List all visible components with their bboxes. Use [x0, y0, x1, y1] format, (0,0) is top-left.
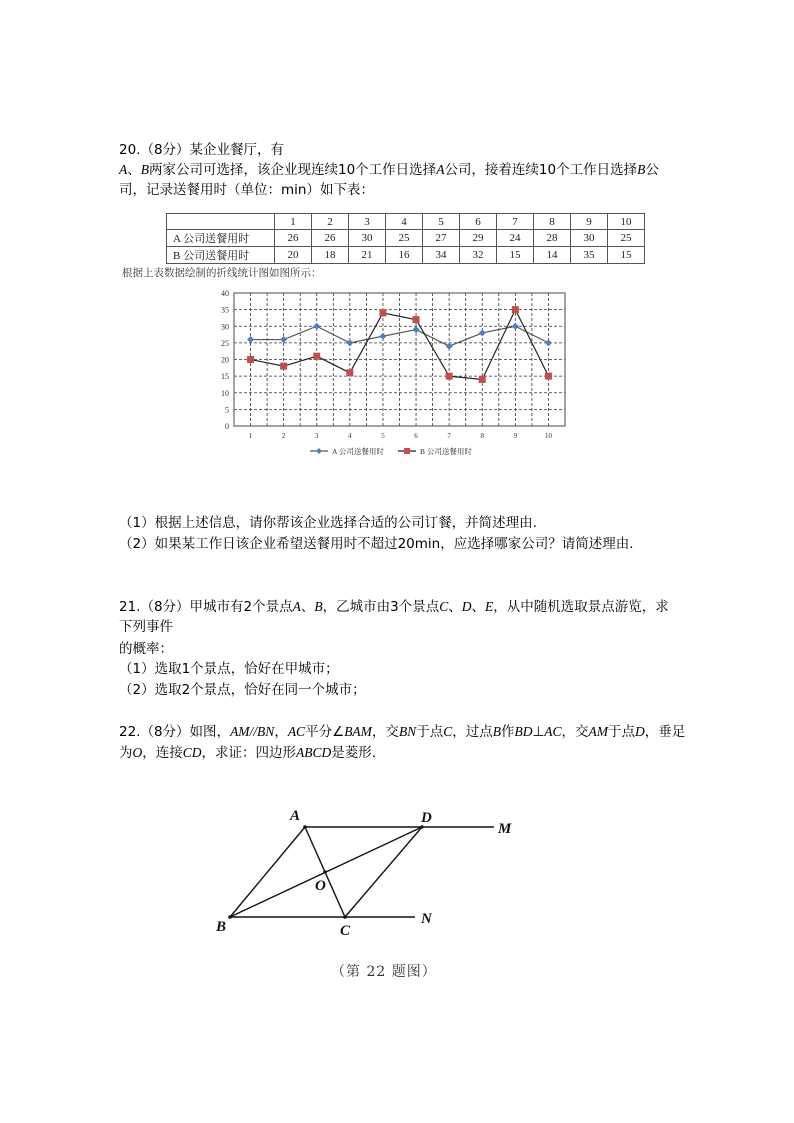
- data-point-diamond: [413, 326, 420, 333]
- q21-text: ，乙城市由3个景点: [322, 599, 440, 615]
- q21-line3: 的概率：: [119, 641, 173, 657]
- legend-marker-square: [404, 448, 410, 454]
- table-cell: 26: [312, 230, 349, 247]
- label-m: M: [498, 821, 512, 837]
- x-tick-label: 7: [447, 432, 451, 440]
- q22-text: 于点: [608, 724, 635, 740]
- table-cell: 26: [275, 230, 312, 247]
- table-cell: 34: [423, 247, 460, 264]
- q20-title: 20.（8分）某企业餐厅，有: [119, 142, 285, 158]
- point-a: [303, 825, 307, 829]
- table-header-cell: 2: [312, 214, 349, 230]
- table-cell: 30: [349, 230, 386, 247]
- y-tick-label: 30: [221, 322, 229, 332]
- y-tick-label: 35: [221, 305, 229, 315]
- q21-var: E: [485, 599, 494, 614]
- q20-text: 、: [127, 162, 141, 178]
- table-row: [167, 230, 645, 247]
- q22-var: C: [443, 724, 453, 739]
- q22-var: D: [635, 724, 645, 739]
- x-tick-label: 1: [248, 432, 253, 440]
- point-b: [228, 915, 232, 919]
- table-header-cell: 9: [571, 214, 608, 230]
- legend-label: B 公司送餐用时: [420, 447, 472, 456]
- data-point-diamond: [313, 323, 320, 330]
- table-cell: 20: [275, 247, 312, 264]
- table-row-label: A 公司送餐用时: [167, 230, 275, 247]
- q21-text: 、: [471, 599, 486, 615]
- q21-var: B: [314, 599, 323, 614]
- label-a: A: [290, 808, 301, 824]
- q20-var-b: B: [140, 162, 149, 177]
- q22-text: ，过点: [452, 724, 493, 740]
- q22-title: [119, 722, 685, 742]
- q22-var: BAM: [344, 724, 372, 739]
- q21-text: 21.（8分）甲城市有2个景点: [119, 599, 293, 615]
- table-cell: 14: [534, 247, 571, 264]
- q21-text: 、: [448, 599, 462, 615]
- data-point-diamond: [379, 333, 386, 340]
- x-tick-label: 8: [480, 432, 484, 440]
- q22-text: ⊥: [532, 724, 545, 740]
- q20-var-a: A: [436, 162, 445, 177]
- y-tick-label: 10: [221, 388, 229, 398]
- segment-cd: [345, 827, 422, 917]
- table-header-cell: 8: [534, 214, 571, 230]
- table-header-cell: 4: [386, 214, 423, 230]
- table-cell: 25: [386, 230, 423, 247]
- table-cell: 21: [349, 247, 386, 264]
- q22-text: ，连接: [142, 745, 183, 761]
- table-header-cell: 7: [497, 214, 534, 230]
- data-point-diamond: [247, 336, 254, 343]
- y-tick-label: 20: [221, 355, 229, 365]
- q22-text: ，交: [561, 724, 589, 740]
- point-c: [343, 915, 347, 919]
- q22-var: AM//BN: [230, 724, 275, 739]
- table-row-label: B 公司送餐用时: [167, 247, 275, 264]
- data-point-square: [346, 369, 353, 376]
- table-cell: 15: [497, 247, 534, 264]
- table-cell: 27: [423, 230, 460, 247]
- q22-text: 22.（8分）如图，: [119, 724, 231, 740]
- table-header-row: [167, 214, 645, 230]
- data-point-square: [545, 373, 552, 380]
- data-point-diamond: [346, 339, 353, 346]
- chart-legend: [310, 446, 472, 456]
- x-tick-label: 2: [281, 432, 286, 440]
- table-cell: 16: [386, 247, 423, 264]
- data-point-square: [247, 356, 254, 363]
- chart-caption: 根据上表数据绘制的折线统计图如图所示：: [122, 267, 322, 279]
- label-d: D: [421, 810, 432, 826]
- line-chart: [210, 285, 580, 460]
- legend-label: A 公司送餐用时: [332, 447, 384, 456]
- table-header-cell: 3: [349, 214, 386, 230]
- q20-text: 公: [645, 162, 659, 178]
- q22-text: 作: [500, 724, 515, 740]
- table-cell: 29: [460, 230, 497, 247]
- y-tick-label: 15: [221, 372, 229, 382]
- q21-var: A: [292, 599, 301, 614]
- label-n: N: [421, 911, 432, 927]
- segment-ab: [230, 827, 305, 917]
- data-point-diamond: [512, 323, 519, 330]
- q20-var-b: B: [637, 162, 646, 177]
- q22-var: CD: [182, 745, 202, 760]
- q21-var: D: [461, 599, 472, 614]
- label-b: B: [216, 919, 227, 935]
- q21-sub2: （2）选取2个景点，恰好在同一个城市；: [119, 682, 366, 698]
- q20-line2: [119, 160, 659, 180]
- legend-marker-diamond: [316, 448, 322, 454]
- data-point-diamond: [446, 343, 453, 350]
- x-tick-label: 10: [544, 432, 552, 440]
- y-tick-label: 40: [221, 289, 229, 298]
- data-point-square: [446, 373, 453, 380]
- table-cell: 25: [608, 230, 645, 247]
- q22-text: 平分∠: [305, 724, 345, 740]
- q20-var-a: A: [119, 162, 128, 177]
- table-corner-cell: [167, 214, 275, 230]
- data-point-square: [413, 316, 420, 323]
- table-cell: 18: [312, 247, 349, 264]
- q22-text: ，垂足: [644, 724, 686, 740]
- data-point-square: [313, 353, 320, 360]
- table-cell: 28: [534, 230, 571, 247]
- y-tick-label: 25: [221, 338, 229, 348]
- q22-var: B: [492, 724, 501, 739]
- q22-text: 为: [119, 745, 133, 761]
- q20-sub1: （1）根据上述信息，请你帮该企业选择合适的公司订餐，并简述理由.: [119, 515, 537, 531]
- data-point-square: [379, 309, 386, 316]
- q22-text: ，求证：四边形: [201, 745, 297, 761]
- q21-var: C: [439, 599, 449, 614]
- label-c: C: [340, 923, 351, 939]
- q22-var: AM: [588, 724, 608, 739]
- q22-text: 于点: [416, 724, 444, 740]
- x-tick-label: 3: [315, 432, 319, 440]
- q21-title: [119, 597, 669, 617]
- table-cell: 32: [460, 247, 497, 264]
- y-tick-label: 5: [225, 405, 229, 415]
- table-row: [167, 247, 645, 264]
- point-o: [323, 870, 327, 874]
- label-o: O: [315, 878, 326, 894]
- x-tick-label: 9: [513, 432, 518, 440]
- q22-var: ABCD: [296, 745, 332, 760]
- x-axis-ticks: [249, 432, 553, 440]
- q20-sub2: （2）如果某工作日该企业希望送餐用时不超过20min，应选择哪家公司？请简述理由.: [119, 536, 634, 552]
- table-header-cell: 1: [275, 214, 312, 230]
- data-point-diamond: [545, 339, 552, 346]
- q21-text: ，从中随机选取景点游览，求: [493, 599, 669, 615]
- q21-sub1: （1）选取1个景点，恰好在甲城市；: [119, 661, 339, 677]
- y-axis-ticks: [221, 289, 229, 431]
- table-cell: 30: [571, 230, 608, 247]
- table-header-cell: 5: [423, 214, 460, 230]
- q22-var: BN: [398, 724, 417, 739]
- figure-caption: （第 22 题图）: [331, 964, 437, 980]
- x-tick-label: 4: [348, 432, 352, 440]
- table-cell: 35: [571, 247, 608, 264]
- q22-text: 是菱形.: [331, 745, 377, 761]
- table-cell: 24: [497, 230, 534, 247]
- x-tick-label: 6: [414, 432, 418, 440]
- data-point-square: [512, 306, 519, 313]
- y-tick-label: 0: [225, 422, 229, 431]
- q21-text: 、: [300, 599, 315, 615]
- q20-line3: 司，记录送餐用时（单位：min）如下表：: [119, 182, 374, 198]
- q20-text: 两家公司可选择，该企业现连续10个工作日选择: [149, 162, 437, 178]
- data-point-square: [280, 363, 287, 370]
- q22-line2: [119, 743, 376, 763]
- q22-var: AC: [287, 724, 306, 739]
- table-header-cell: 10: [608, 214, 645, 230]
- q21-line2: 下列事件: [119, 619, 173, 635]
- table-cell: 15: [608, 247, 645, 264]
- data-point-diamond: [479, 329, 486, 336]
- q22-text: ，交: [371, 724, 399, 740]
- q22-text: ，: [274, 724, 288, 740]
- x-tick-label: 5: [381, 432, 385, 440]
- q22-var: AC: [544, 724, 562, 739]
- q22-var: BD: [514, 724, 533, 739]
- table-header-cell: 6: [460, 214, 497, 230]
- data-point-square: [479, 376, 486, 383]
- delivery-time-table: [166, 213, 645, 264]
- data-point-diamond: [280, 336, 287, 343]
- q22-var: O: [132, 745, 143, 760]
- rhombus-figure: [200, 795, 530, 955]
- q20-text: 公司，接着连续10个工作日选择: [444, 162, 638, 178]
